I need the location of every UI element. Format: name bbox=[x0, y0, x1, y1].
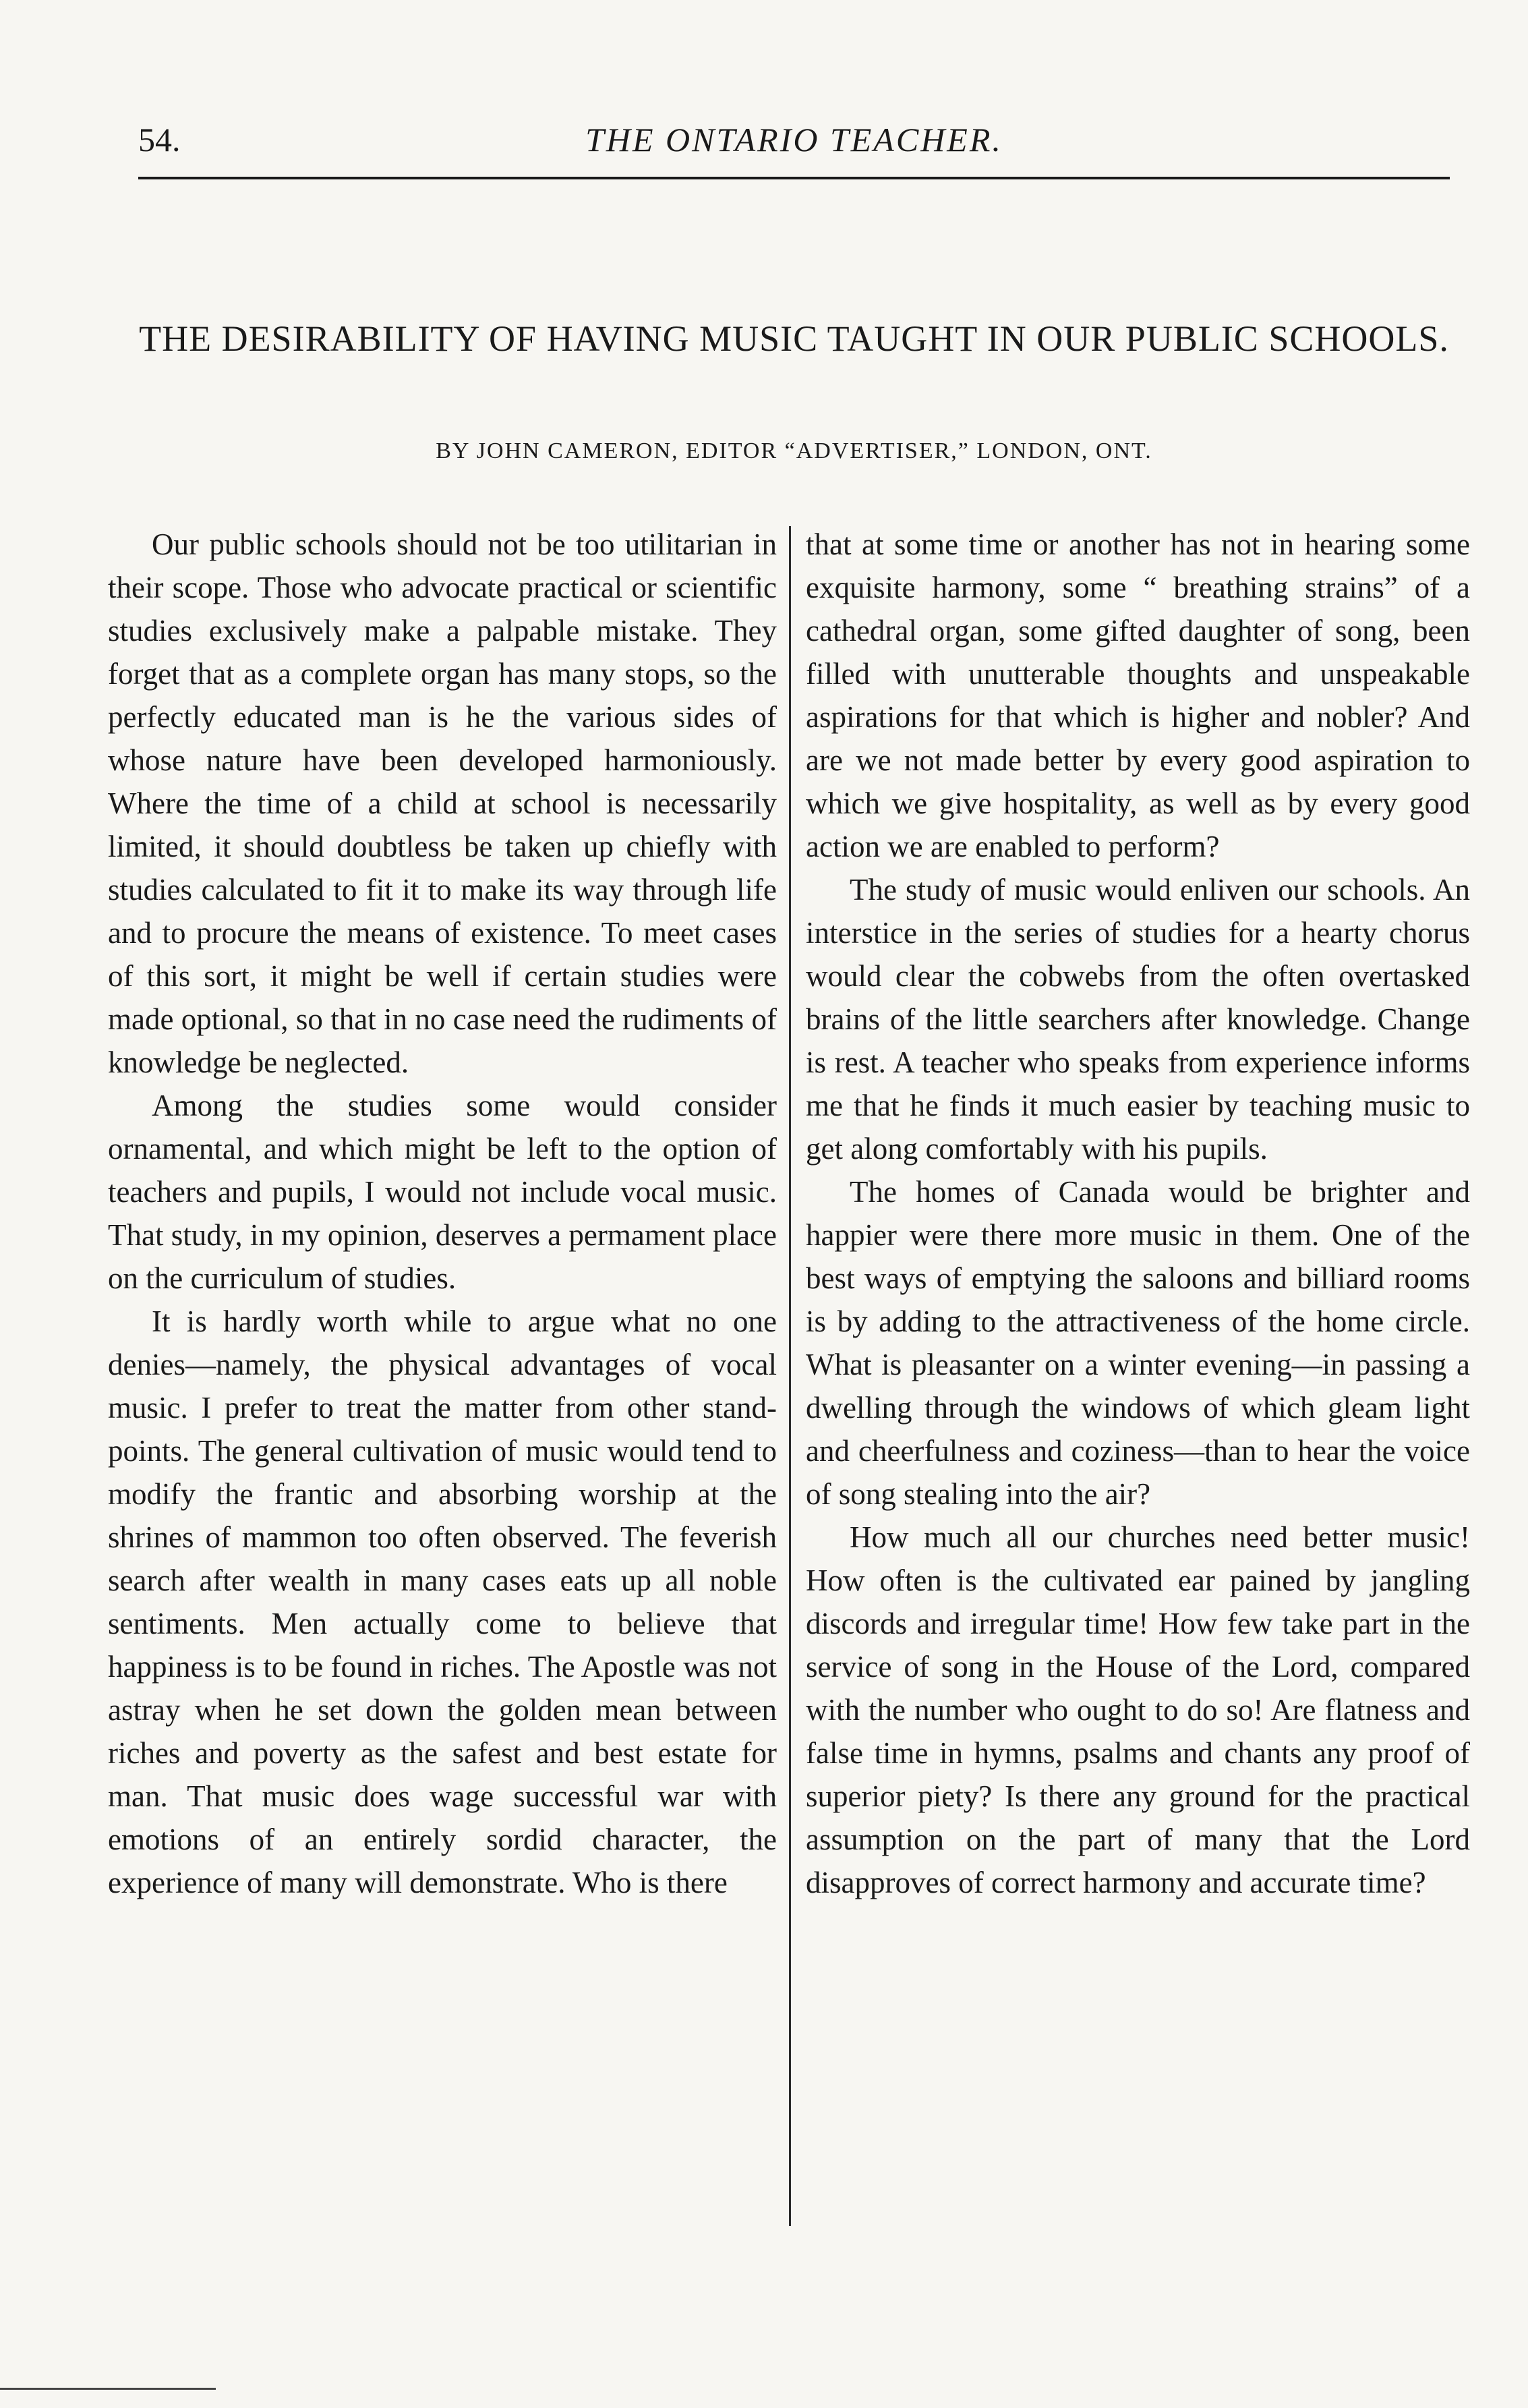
paragraph: Our public schools should not be too utilitarian in their scope. Those who advocate practical or scientific studies exclusively make a palpable mistake. They forget that as a complete organ has many stops, so the perfectly educated man is he the various sides of whose nature have been developed harmoniously. Where the time of a child at school is necessarily limited, it should doubtless be taken up chiefly with studies calculated to fit it to make its way through life and to procure the means of existence. To meet cases of this sort, it might be well if certain studies were made optional, so that in no case need the rudiments of knowledge be neglected. bbox=[108, 527, 777, 1079]
right-column bbox=[806, 523, 1470, 1904]
article-title: THE DESIRABILITY OF HAVING MUSIC TAUGHT IN OUR PUBLIC SCHOOLS. bbox=[139, 318, 1449, 359]
paragraph: Among the studies some would consider ornamental, and which might be left to the option of teachers and pupils, I would not include vocal music. That study, in my opinion, deserves a permament place on the curriculum of studies. bbox=[108, 1089, 777, 1295]
running-head bbox=[138, 113, 1450, 161]
paragraph: The study of music would enliven our schools. An interstice in the series of studies for a hearty chorus would clear the cobwebs from the often overtasked brains of the little searchers after knowledge. Change is rest. A teacher who speaks from experience informs me that he finds it much easier by teaching music to get along comfortably with his pupils. bbox=[806, 873, 1470, 1166]
journal-title: THE ONTARIO TEACHER. bbox=[585, 121, 1003, 159]
paragraph: It is hardly worth while to argue what no one denies—namely, the physical advantages of vocal music. I prefer to treat the matter from other stand-points. The general cultivation of music would tend to modify the frantic and absorbing worship at the shrines of mammon too often observed. The feverish search after wealth in many cases eats up all noble sentiments. Men actually come to believe that happiness is to be found in riches. The Apostle was not astray when he set down the golden mean between riches and poverty as the safest and best estate for man. That music does wage successful war with emotions of an entirely sordid character, the experience of many will demonstrate. Who is there bbox=[108, 1305, 777, 1899]
footer-rule bbox=[0, 2388, 216, 2390]
paragraph: The homes of Canada would be brighter and happier were there more music in them. One of the best ways of emptying the saloons and billiard rooms is by adding to the attractiveness of the home circle. What is pleasanter on a winter evening—in passing a dwelling through the windows of which gleam light and cheerfulness and coziness—than to hear the voice of song stealing into the air? bbox=[806, 1175, 1470, 1511]
page-number: 54. bbox=[138, 121, 181, 159]
article-byline: BY JOHN CAMERON, EDITOR “ADVERTISER,” LONDON, ONT. bbox=[436, 438, 1152, 463]
header-rule bbox=[138, 177, 1450, 179]
column-divider bbox=[789, 526, 791, 2226]
paragraph: that at some time or another has not in hearing some exquisite harmony, some “ breathing strains” of a cathedral organ, some gifted daughter of song, been filled with unutterable thoughts and unspeakable aspirations for that which is higher and nobler? And are we not made better by every good aspiration to which we give hospitality, as well as by every good action we are enabled to perform? bbox=[806, 527, 1470, 863]
paragraph: How much all our churches need better music! How often is the cultivated ear pained by jangling discords and irregular time! How few take part in the service of song in the House of the Lord, compared with the number who ought to do so! Are flatness and false time in hymns, psalms and chants any proof of superior piety? Is there any ground for the practical assumption on the part of many that the Lord disapproves of correct harmony and accurate time? bbox=[806, 1520, 1470, 1899]
left-column bbox=[108, 523, 777, 1904]
